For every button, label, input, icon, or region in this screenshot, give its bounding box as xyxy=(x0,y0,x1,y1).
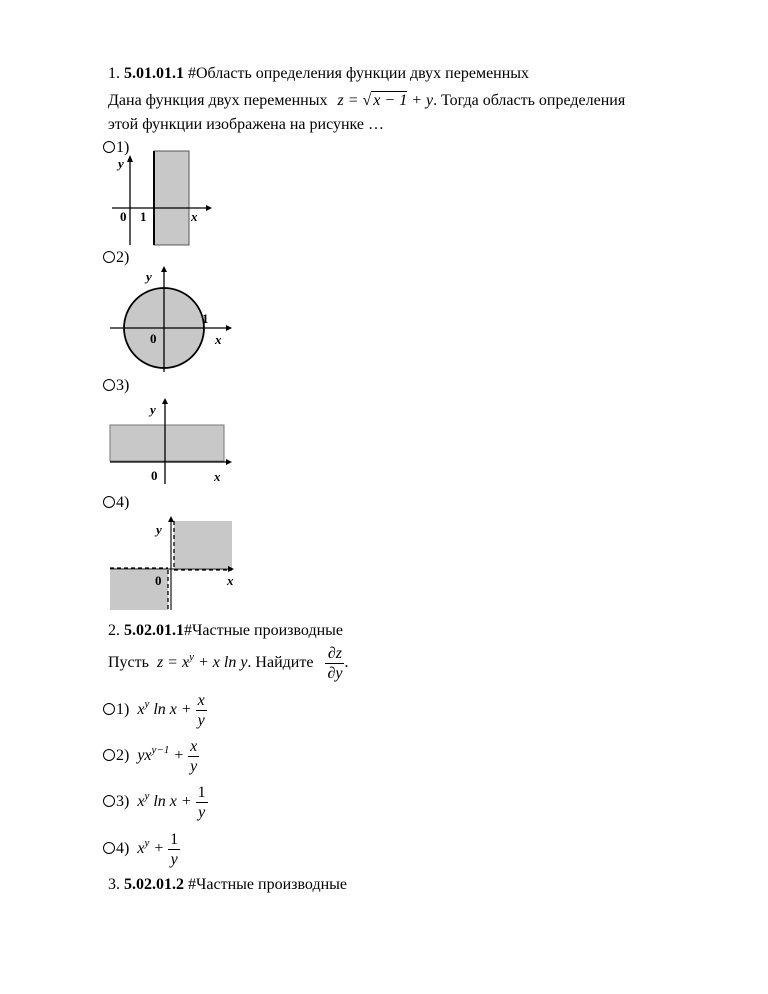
q2-statement xyxy=(108,641,348,685)
q2-option-4-fraction xyxy=(168,830,180,869)
radio-button-3[interactable] xyxy=(103,379,115,391)
q2-option-3-rest: ln x + xyxy=(149,793,196,810)
q2-code: 5.02.01.1 xyxy=(124,622,184,639)
q3-code: 5.02.01.2 xyxy=(124,876,184,893)
graph-3-x-label: x xyxy=(214,469,221,484)
q2-option-1-main: x xyxy=(137,701,145,718)
q3-header xyxy=(108,875,347,895)
q1-header xyxy=(108,64,529,84)
graph-4-y-arrow xyxy=(168,516,174,522)
q2-option-2-main: yx xyxy=(137,747,152,764)
q1-option-1-label: 1) xyxy=(116,139,130,156)
q1-code: 5.01.01.1 xyxy=(124,65,184,82)
graph-1-x-label: x xyxy=(191,209,198,224)
q2-option-1-expr xyxy=(137,698,196,718)
q2-header xyxy=(108,621,343,641)
q2-option-4-sup: y xyxy=(144,837,150,849)
graph-4 xyxy=(108,514,248,614)
q2-option-4-expr xyxy=(137,837,169,857)
graph-1-one: 1 xyxy=(140,209,147,224)
q2-option-4-den: y xyxy=(170,850,178,868)
q2-option-2-expr xyxy=(137,744,189,764)
q2-dot: . xyxy=(344,654,349,671)
graph-2-y-arrow xyxy=(161,266,167,272)
q2-option-1-den: y xyxy=(197,711,205,729)
graph-3-region xyxy=(110,425,224,461)
graph-4-x-label: x xyxy=(227,573,234,588)
q2-option-2[interactable] xyxy=(103,734,199,778)
q2-formula-exp: y xyxy=(189,651,194,663)
q2-dz: ∂z xyxy=(325,644,344,664)
q2-option-1-label: 1) xyxy=(116,701,130,718)
q2-option-3[interactable] xyxy=(103,780,208,824)
q2-option-2-rest: + xyxy=(169,747,189,764)
graph-1-x-arrow xyxy=(206,205,212,211)
graph-2-y-label: y xyxy=(146,269,152,284)
q1-formula-tail: + y xyxy=(407,92,434,109)
graph-2 xyxy=(106,264,246,374)
q2-option-3-den: y xyxy=(198,803,206,821)
q1-option-3-label: 3) xyxy=(116,377,130,394)
q2-option-3-expr xyxy=(137,790,196,810)
q1-topic: #Область определения функции двух переменных xyxy=(188,65,530,82)
q2-option-3-fraction xyxy=(196,783,208,822)
q2-radio-button-4[interactable] xyxy=(103,842,115,854)
q2-number: 2. xyxy=(108,622,120,639)
q3-number: 3. xyxy=(108,876,120,893)
graph-1-zero: 0 xyxy=(120,209,127,224)
q2-dy: ∂y xyxy=(327,664,343,682)
graph-2-one: 1 xyxy=(202,311,209,326)
q2-radio-button-3[interactable] xyxy=(103,795,115,807)
graph-2-x-label: x xyxy=(215,332,222,347)
q1-statement-line1 xyxy=(108,91,625,111)
q2-option-4[interactable] xyxy=(103,827,180,871)
graph-2-zero: 0 xyxy=(150,331,157,346)
q2-option-2-den: y xyxy=(190,757,198,775)
graph-4-zero: 0 xyxy=(155,573,162,588)
q1-sqrt-arg: x − 1 xyxy=(373,92,408,109)
q2-option-2-label: 2) xyxy=(116,747,130,764)
q1-option-4[interactable] xyxy=(103,493,129,513)
graph-1-region xyxy=(154,151,189,245)
q2-option-3-sup: y xyxy=(144,790,150,802)
q2-prefix: Пусть xyxy=(108,654,149,671)
graph-3 xyxy=(108,396,243,486)
graph-4-y-label: y xyxy=(156,522,162,537)
q1-option-4-label: 4) xyxy=(116,494,130,511)
q2-option-3-label: 3) xyxy=(116,793,130,810)
q2-option-1-num: x xyxy=(197,691,205,709)
q2-option-3-num: 1 xyxy=(197,783,206,801)
q2-option-3-main: x xyxy=(137,793,145,810)
radio-button-2[interactable] xyxy=(103,251,115,263)
q1-formula xyxy=(337,92,433,109)
q2-option-1-rest: ln x + xyxy=(149,701,196,718)
graph-3-y-label: y xyxy=(150,402,156,417)
q3-topic: #Частные производные xyxy=(188,876,347,893)
graph-3-y-arrow xyxy=(162,398,168,404)
radio-button-4[interactable] xyxy=(103,496,115,508)
q1-formula-lhs: z = xyxy=(337,92,363,109)
graph-1-y-label: y xyxy=(118,156,124,171)
q2-option-4-main: x xyxy=(137,840,145,857)
q1-option-3[interactable] xyxy=(103,376,129,396)
q2-formula xyxy=(156,651,248,671)
q2-option-4-num: 1 xyxy=(170,830,179,848)
graph-2-x-arrow xyxy=(226,325,232,331)
q1-number: 1. xyxy=(108,65,120,82)
q2-option-4-rest: + xyxy=(149,840,169,857)
graph-1 xyxy=(108,150,218,250)
graph-1-y-arrow xyxy=(127,155,133,162)
q2-option-2-fraction xyxy=(188,737,199,776)
q2-option-2-sup: y−1 xyxy=(151,744,170,756)
q2-option-4-label: 4) xyxy=(116,840,130,857)
q2-topic: #Частные производные xyxy=(184,622,343,639)
q2-option-1-sup: y xyxy=(144,698,150,710)
q2-option-2-num: x xyxy=(190,737,198,755)
q2-radio-button-1[interactable] xyxy=(103,703,115,715)
q2-radio-button-2[interactable] xyxy=(103,749,115,761)
q1-statement-line2: этой функции изображена на рисунке … xyxy=(108,116,384,133)
graph-3-zero: 0 xyxy=(151,468,158,483)
q1-after-formula: . Тогда область определения xyxy=(433,92,626,109)
q1-intro: Дана функция двух переменных xyxy=(108,92,328,109)
q2-formula-tail: + x ln y xyxy=(193,654,248,671)
graph-3-x-arrow xyxy=(226,459,232,465)
q2-option-1-fraction xyxy=(196,691,207,730)
q2-option-1[interactable] xyxy=(103,688,207,732)
sqrt-sign: √ xyxy=(362,92,372,109)
q1-option-2-label: 2) xyxy=(116,249,130,266)
graph-4-region-q1 xyxy=(174,521,232,568)
q2-find: . Найдите xyxy=(247,654,314,671)
q2-derivative-fraction xyxy=(325,644,344,683)
q2-formula-main: z = x xyxy=(156,654,190,671)
